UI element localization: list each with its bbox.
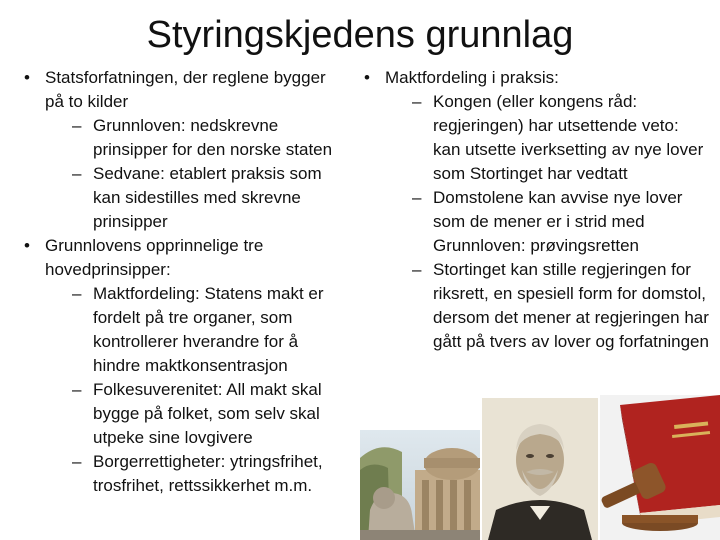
bullet-hovedprinsipper: • Grunnlovens opprinnelige tre hovedprinsipper:	[20, 234, 345, 282]
sub-bullet-folkesuverenitet: – Folkesuverenitet: All makt skal bygge på folket, som selv skal utpeke sine lovgivere	[60, 378, 345, 450]
bullet-statsforfatningen: • Statsforfatningen, der reglene bygger på to kilder	[20, 66, 345, 114]
sub-bullet-borgerrettigheter: – Borgerrettigheter: ytringsfrihet, trosfrihet, rettssikkerhet m.m.	[60, 450, 345, 498]
sub-bullet-grunnloven: – Grunnloven: nedskrevne prinsipper for den norske staten	[60, 114, 345, 162]
slide-title: Styringskjedens grunnlag	[146, 14, 574, 56]
sub-bullet-riksrett: – Stortinget kan stille regjeringen for riksrett, en spesiell form for domstol, dersom det mener at regjeringen har gått på tvers av lover og forfatningen	[400, 258, 710, 354]
sub-bullet-kongen-veto: – Kongen (eller kongens råd: regjeringen) har utsettende veto: kan utsette iverksetting av nye lover som Stortinget har vedtatt	[400, 90, 710, 186]
stortinget-building-image	[360, 430, 480, 540]
gavel-law-book-image	[600, 395, 720, 540]
sub-bullet-sedvane: – Sedvane: etablert praksis som kan sidestilles med skrevne prinsipper	[60, 162, 345, 234]
right-column	[360, 66, 710, 354]
bullet-maktfordeling-praksis: • Maktfordeling i praksis:	[360, 66, 710, 90]
historical-portrait-image	[482, 398, 598, 540]
left-column	[20, 66, 345, 498]
sub-bullet-domstolene: – Domstolene kan avvise nye lover som de mener er i strid med Grunnloven: prøvingsretten	[400, 186, 710, 258]
sub-bullet-maktfordeling: – Maktfordeling: Statens makt er fordelt på tre organer, som kontrollerer hverandre for å hindre maktkonsentrasjon	[60, 282, 345, 378]
